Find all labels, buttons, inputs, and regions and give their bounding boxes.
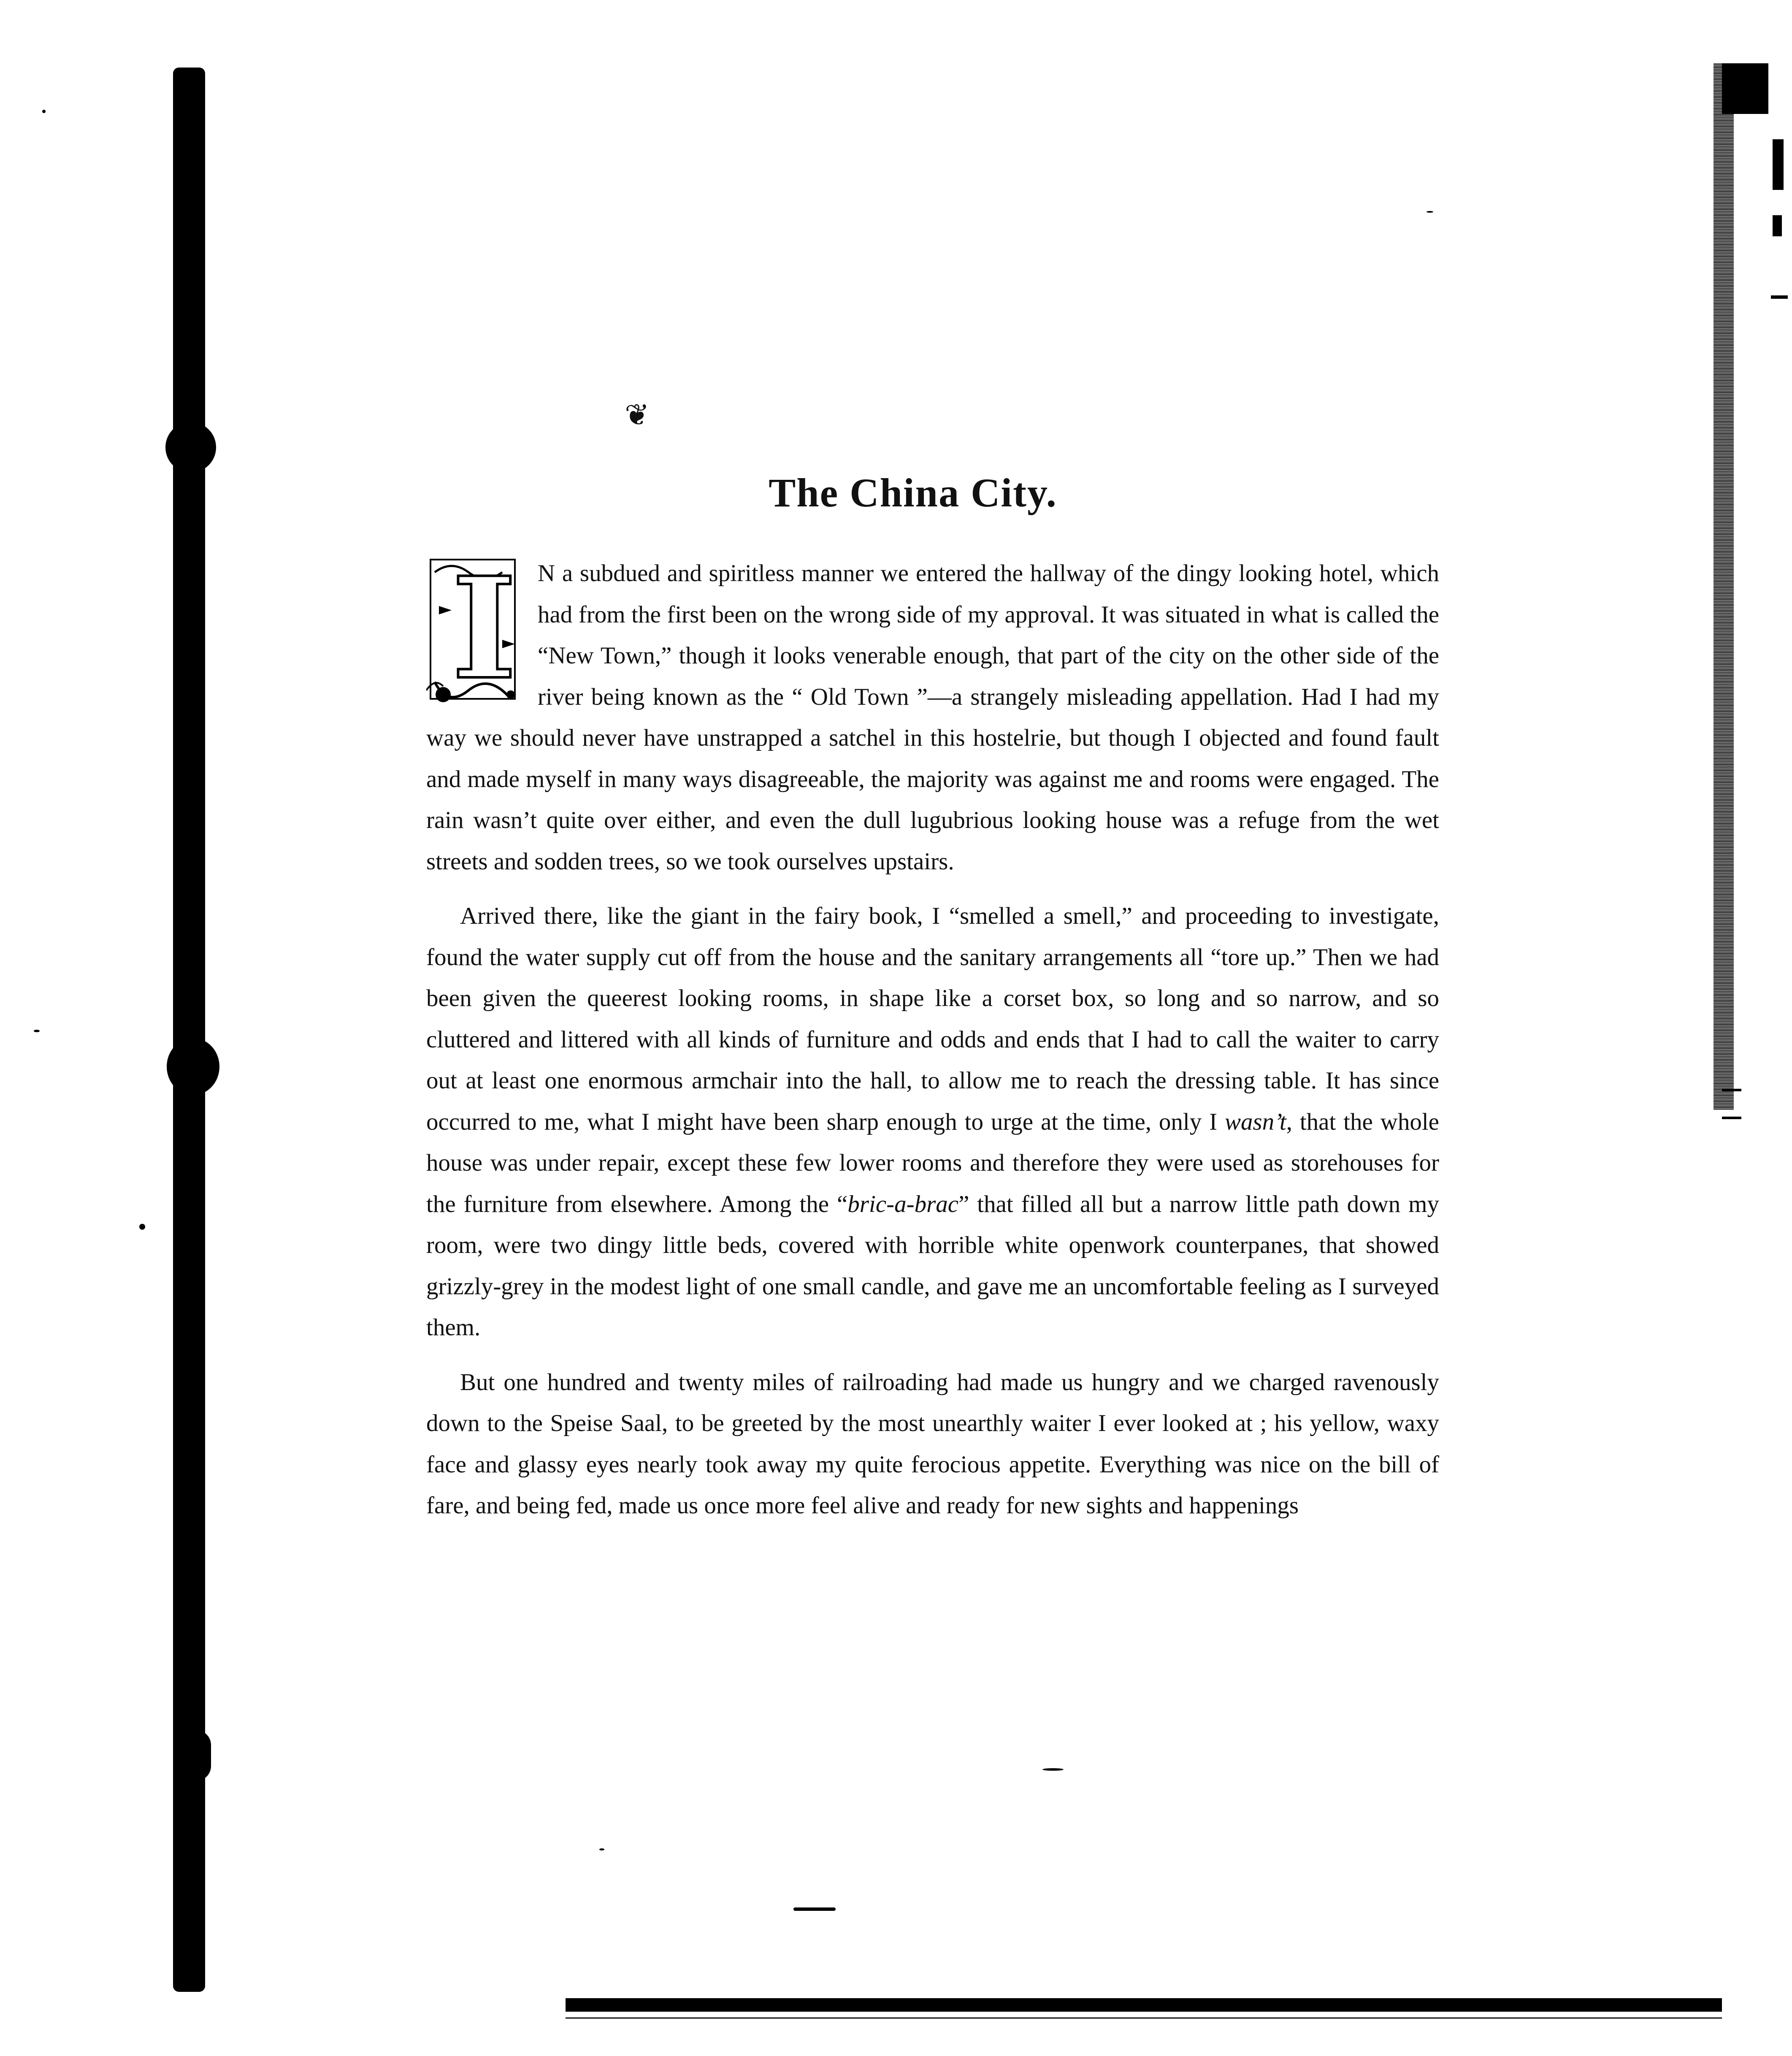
right-edge-lines bbox=[1722, 1089, 1741, 1119]
drop-cap-letter: I bbox=[452, 546, 517, 710]
paragraph bbox=[426, 546, 1439, 882]
binding-bar bbox=[173, 68, 205, 1992]
drop-cap bbox=[426, 546, 528, 714]
speck bbox=[1042, 1768, 1064, 1771]
paragraph-text: , that the whole house was under repair, except these few lower rooms and therefore they were used as storehouses for the furniture from elsewhere. Among the “ bbox=[426, 1108, 1439, 1217]
page-title: The China City. bbox=[769, 470, 1057, 515]
binding-knot bbox=[167, 1038, 219, 1095]
paragraph-text: ” that filled all but a narrow little path down my room, were two dingy little beds, covered with horrible white openwork counterpanes, that showed grizzly-grey in the modest light of one small candle, and gave me an uncomfortable feeling as I surveyed them. bbox=[426, 1190, 1439, 1341]
right-edge-mark bbox=[1773, 139, 1784, 190]
body-text bbox=[426, 546, 1439, 1540]
right-edge-block bbox=[1722, 63, 1768, 114]
paragraph bbox=[426, 895, 1439, 1348]
ornament-icon: ❦ bbox=[625, 399, 650, 432]
binding-knot bbox=[181, 1730, 211, 1781]
right-edge-mark bbox=[1773, 215, 1782, 236]
paragraph bbox=[426, 1362, 1439, 1526]
speck bbox=[599, 1848, 604, 1850]
speck bbox=[42, 110, 46, 113]
binding-knot bbox=[165, 422, 216, 473]
speck bbox=[34, 1030, 40, 1032]
speck bbox=[139, 1224, 145, 1230]
speck bbox=[793, 1907, 836, 1911]
bottom-rule-thin bbox=[566, 2017, 1722, 2019]
right-edge-strip bbox=[1713, 63, 1734, 1110]
bottom-rule bbox=[566, 1998, 1722, 2012]
italic-text: bric-a-brac bbox=[847, 1190, 959, 1217]
speck bbox=[1427, 211, 1433, 213]
right-edge-mark bbox=[1771, 295, 1788, 299]
paragraph-text: N a subdued and spiritless manner we entered the hallway of the dingy looking hotel, which had from the first been on the wrong side of my approval. It was situated in what is called the “New Town,” though it looks venerable enough, that part of the city on the other side of the river being known as the “ Old Town ”—a strangely misleading appellation. Had I had my way we should never have unstrapped a satchel in this hostelrie, but though I objected and found fault and made myself in many ways disagreeable, the majority was against me and rooms were engaged. The rain wasn’t quite over either, and even the dull lugubrious looking house was a refuge from the wet streets and sodden trees, so we took ourselves upstairs. bbox=[426, 560, 1439, 875]
paragraph-text: Arrived there, like the giant in the fairy book, I “smelled a smell,” and proceeding to investigate, found the water supply cut off from the house and the sanitary arrangements all “tore up.” Then we had been given the queerest looking rooms, in shape like a corset box, so long and so narrow, and so cluttered and littered with all kinds of furniture and odds and ends that I had to call the waiter to carry out at least one enormous armchair into the hall, to allow me to reach the dressing table. It has since occurred to me, what I might have been sharp enough to urge at the time, only I bbox=[426, 903, 1439, 1135]
paragraph-text: But one hundred and twenty miles of railroading had made us hungry and we charged ravenously down to the Speise Saal, to be greeted by the most unearthly waiter I ever looked at ; his yellow, waxy face and glassy eyes nearly took away my quite ferocious appetite. Everything was nice on the bill of fare, and being fed, made us once more feel alive and ready for new sights and happenings bbox=[426, 1369, 1439, 1519]
italic-text: wasn’t bbox=[1224, 1108, 1286, 1135]
